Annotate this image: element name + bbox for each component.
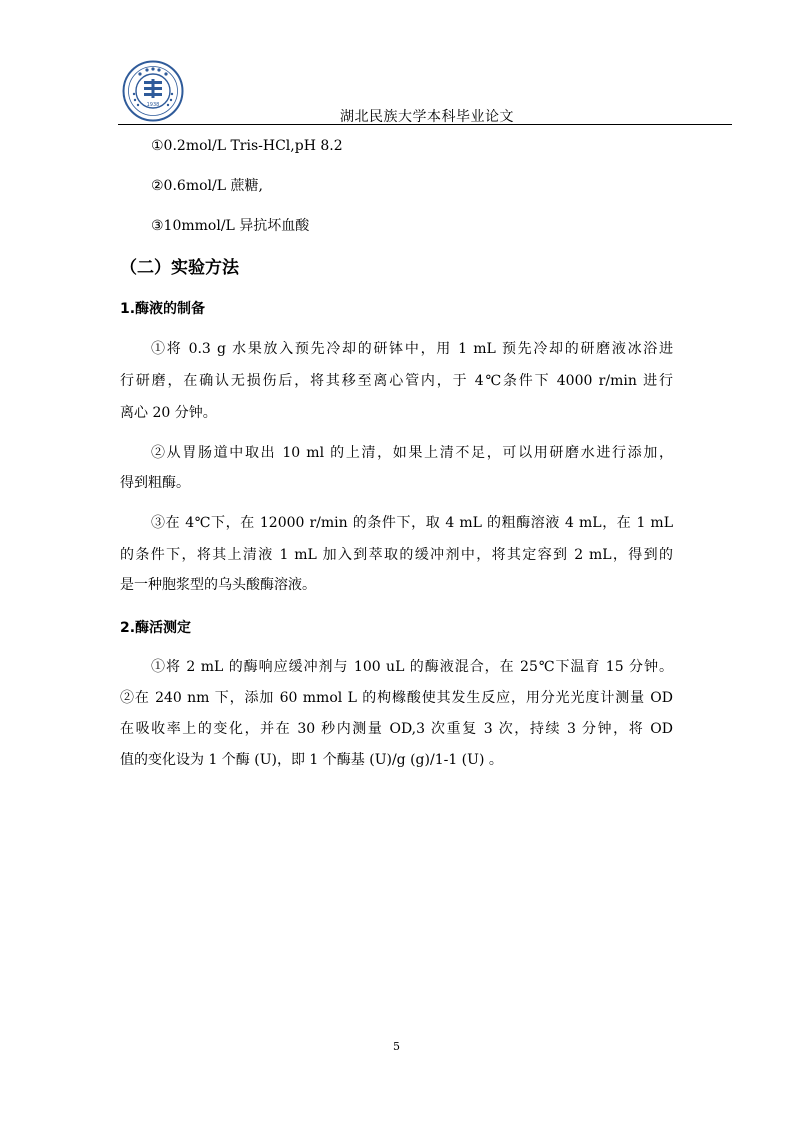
paragraph-line: ①将 2 mL 的酶响应缓冲剂与 100 uL 的酶液混合，在 25℃下温育 15 分钟。 — [151, 659, 673, 675]
paragraph-line: 在吸收率上的变化，并在 30 秒内测量 OD,3 次重复 3 次，持续 3 分钟，将 OD — [120, 721, 673, 737]
paragraph-line: ②在 240 nm 下，添加 60 mmol L 的枸橼酸使其发生反应，用分光光度计测量 OD — [120, 690, 673, 706]
page-number: 5 — [393, 1040, 400, 1053]
header-title: 湖北民族大学本科毕业论文 — [340, 109, 514, 125]
reagent-item-3: ③10mmol/L 异抗坏血酸 — [151, 218, 310, 234]
paragraph-line: ②从胃肠道中取出 10 ml 的上清，如果上清不足，可以用研磨水进行添加， — [151, 445, 673, 461]
paragraph-line: 离心 20 分钟。 — [120, 405, 217, 421]
paragraph-line: ③在 4℃下，在 12000 r/min 的条件下，取 4 mL 的粗酶溶液 4 mL，在 1 mL — [151, 515, 673, 531]
header-divider — [118, 124, 732, 125]
paragraph-line: 得到粗酶。 — [120, 475, 190, 491]
logo-year: 1938 — [146, 102, 160, 108]
subsection-title-enzyme-prep: 1.酶液的制备 — [120, 301, 206, 317]
reagent-item-2: ②0.6mol/L 蔗糖, — [151, 178, 263, 194]
paragraph-line: 是一种胞浆型的乌头酸酶溶液。 — [120, 577, 316, 593]
reagent-item-1: ①0.2mol/L Tris-HCl,pH 8.2 — [151, 138, 343, 154]
paragraph-line: 的条件下，将其上清液 1 mL 加入到萃取的缓冲剂中，将其定容到 2 mL，得到的 — [120, 547, 673, 563]
paragraph-line: 行研磨，在确认无损伤后，将其移至离心管内，于 4℃条件下 4000 r/min 进行 — [120, 373, 673, 389]
paragraph-line: ①将 0.3 g 水果放入预先冷却的研钵中，用 1 mL 预先冷却的研磨液冰浴进 — [151, 341, 673, 357]
subsection-title-enzyme-activity: 2.酶活测定 — [120, 620, 192, 636]
section-title: （二）实验方法 — [120, 258, 239, 278]
university-logo — [122, 60, 184, 122]
paragraph-line: 值的变化设为 1 个酶 (U)，即 1 个酶基 (U)/g (g)/1-1 (U) 。 — [120, 752, 503, 768]
